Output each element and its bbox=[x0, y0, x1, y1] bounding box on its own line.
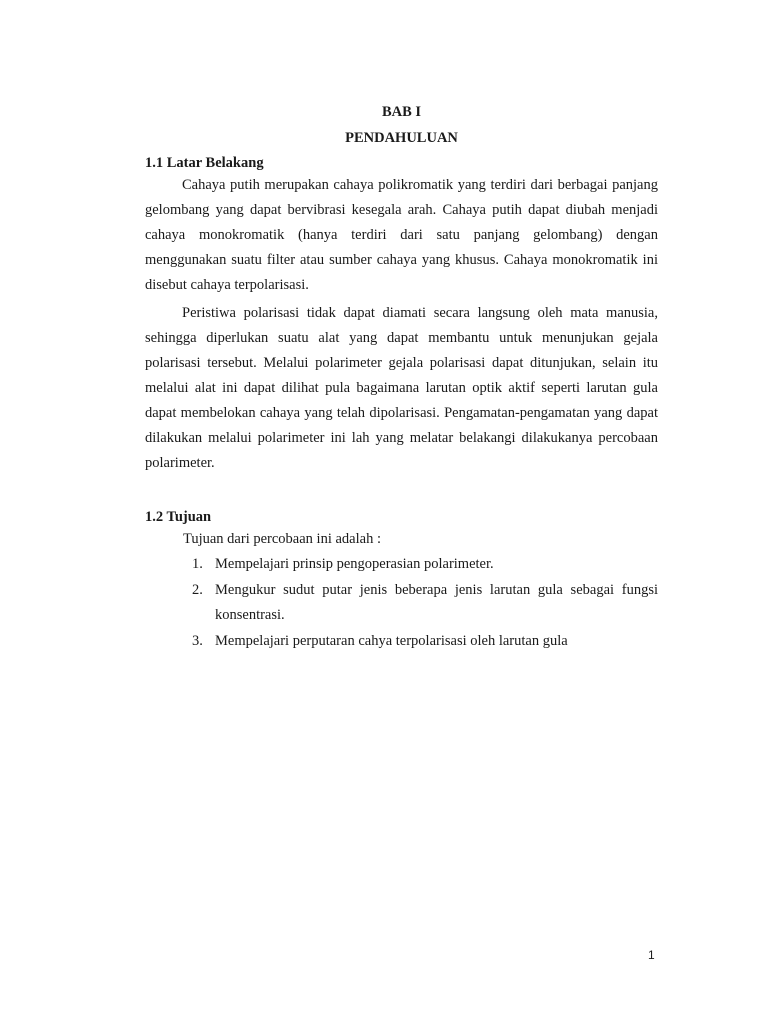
chapter-label: BAB I bbox=[381, 104, 422, 120]
list-item-number: 1. bbox=[192, 556, 203, 572]
paragraph-cahaya-putih: Cahaya putih merupakan cahaya polikromatik yang terdiri dari berbagai panjang gelombang yang dapat bervibrasi kesegala arah. Cahaya putih dapat diubah menjadi cahaya monokromatik (hanya terdiri dari satu panjang gelombang) dengan menggunakan suatu filter atau sumber cahaya yang khusus. Cahaya monokromatik ini disebut cahaya terpolarisasi. bbox=[145, 177, 658, 293]
list-item-text: Mengukur sudut putar jenis beberapa jenis larutan gula sebagai fungsi konsentrasi. bbox=[215, 582, 658, 623]
page-number: 1 bbox=[648, 948, 655, 962]
list-item-number: 3. bbox=[192, 633, 203, 649]
list-item-text: Mempelajari prinsip pengoperasian polarimeter. bbox=[215, 556, 494, 572]
paragraph-peristiwa-polarisasi: Peristiwa polarisasi tidak dapat diamati secara langsung oleh mata manusia, sehingga diperlukan suatu alat yang dapat membantu untuk menunjukan gejala polarisasi tersebut. Melalui polarimeter gejala polarisasi dapat ditunjukan, selain itu melalui alat ini dapat dilihat pula bagaimana larutan optik aktif seperti larutan gula dapat membelokan cahaya yang telah dipolarisasi. Pengamatan-pengamatan yang dapat dilakukan melalui polarimeter ini lah yang melatar belakangi dilakukanya percobaan polarimeter. bbox=[145, 305, 658, 471]
section-title-tujuan: 1.2 Tujuan bbox=[145, 509, 212, 525]
list-item bbox=[183, 629, 658, 654]
goals-list bbox=[183, 552, 658, 655]
section-title-latar-belakang: 1.1 Latar Belakang bbox=[145, 155, 264, 171]
list-item bbox=[183, 552, 658, 577]
list-item bbox=[183, 578, 658, 628]
chapter-title: PENDAHULUAN bbox=[345, 130, 458, 146]
list-item-text: Mempelajari perputaran cahya terpolarisasi oleh larutan gula bbox=[215, 633, 568, 649]
goals-intro: Tujuan dari percobaan ini adalah : bbox=[183, 531, 381, 547]
list-item-number: 2. bbox=[192, 582, 203, 598]
